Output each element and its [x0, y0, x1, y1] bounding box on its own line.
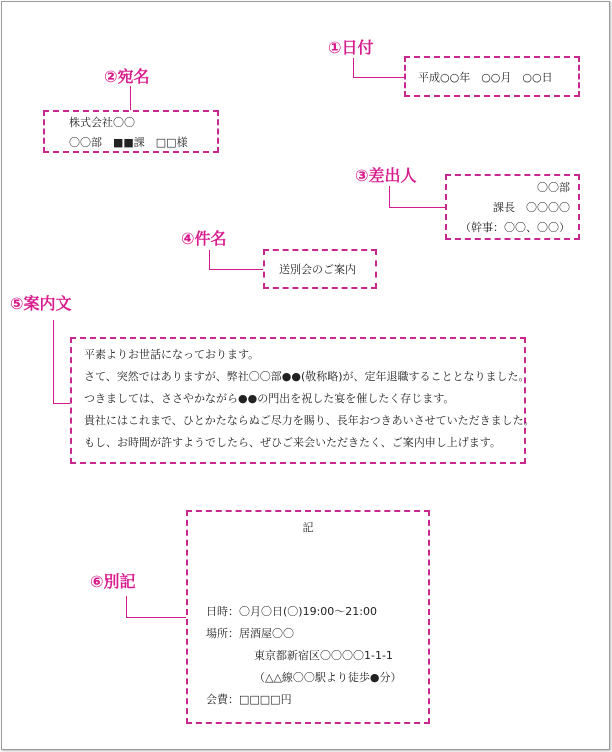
connector-details-h: [126, 617, 186, 618]
body-box: [70, 337, 535, 464]
connector-subject-v: [209, 250, 210, 269]
body-line-4: 貴社にはこれまで、ひとかたならぬご尽力を賜り、長年おつきあいさせていただきました。: [84, 414, 535, 427]
sender-department: 〇〇部: [537, 181, 570, 194]
connector-sender-v: [389, 186, 390, 207]
recipient-person: 〇〇部 ■■課 □□様: [69, 136, 188, 149]
details-heading: 記: [302, 521, 314, 534]
details-access: （△△線〇〇駅より徒歩●分）: [254, 671, 402, 684]
label-recipient: ②宛名: [104, 67, 150, 86]
label-details: ⑥別記: [90, 572, 136, 591]
details-box: [186, 510, 430, 724]
connector-body-v: [53, 320, 54, 403]
details-address: 東京都新宿区〇〇〇〇1-1-1: [254, 649, 393, 662]
subject-text: 送別会のご案内: [279, 263, 356, 276]
details-datetime: 日時：〇月〇日(〇)19:00～21:00: [206, 605, 377, 618]
sender-manager: 課長 〇〇〇〇: [493, 201, 570, 214]
body-line-3: つきましては、ささやかながら●●の門出を祝した宴を催したく存じます。: [84, 392, 455, 405]
connector-subject-h: [209, 269, 263, 270]
recipient-box: [43, 110, 219, 153]
connector-recipient: [130, 86, 131, 110]
sender-box: [445, 174, 580, 240]
details-venue: 場所：居酒屋〇〇: [206, 627, 294, 640]
label-date: ①日付: [328, 38, 374, 57]
connector-sender-h: [389, 207, 445, 208]
connector-details-v: [126, 596, 127, 617]
body-line-5: もし、お時間が許すようでしたら、ぜひご来会いただきたく、ご案内申し上げます。: [84, 436, 501, 449]
label-body: ⑤案内文: [10, 294, 72, 313]
body-line-2: さて、突然ではありますが、弊社〇〇部●●(敬称略)が、定年退職することとなりました。: [84, 370, 530, 383]
recipient-company: 株式会社〇〇: [69, 116, 135, 129]
connector-date-h: [353, 77, 404, 78]
connector-date-v: [353, 58, 354, 77]
sender-organizers: （幹事：〇〇、〇〇）: [460, 221, 570, 234]
label-subject: ④件名: [181, 229, 227, 248]
label-sender: ③差出人: [355, 166, 417, 185]
connector-body-h: [53, 403, 70, 404]
date-box: [404, 56, 580, 97]
details-fee: 会費：□□□□円: [206, 693, 292, 706]
subject-box: [263, 249, 377, 289]
date-text: 平成○○年 ○○月 ○○日: [418, 71, 553, 84]
body-line-1: 平素よりお世話になっております。: [84, 348, 260, 361]
